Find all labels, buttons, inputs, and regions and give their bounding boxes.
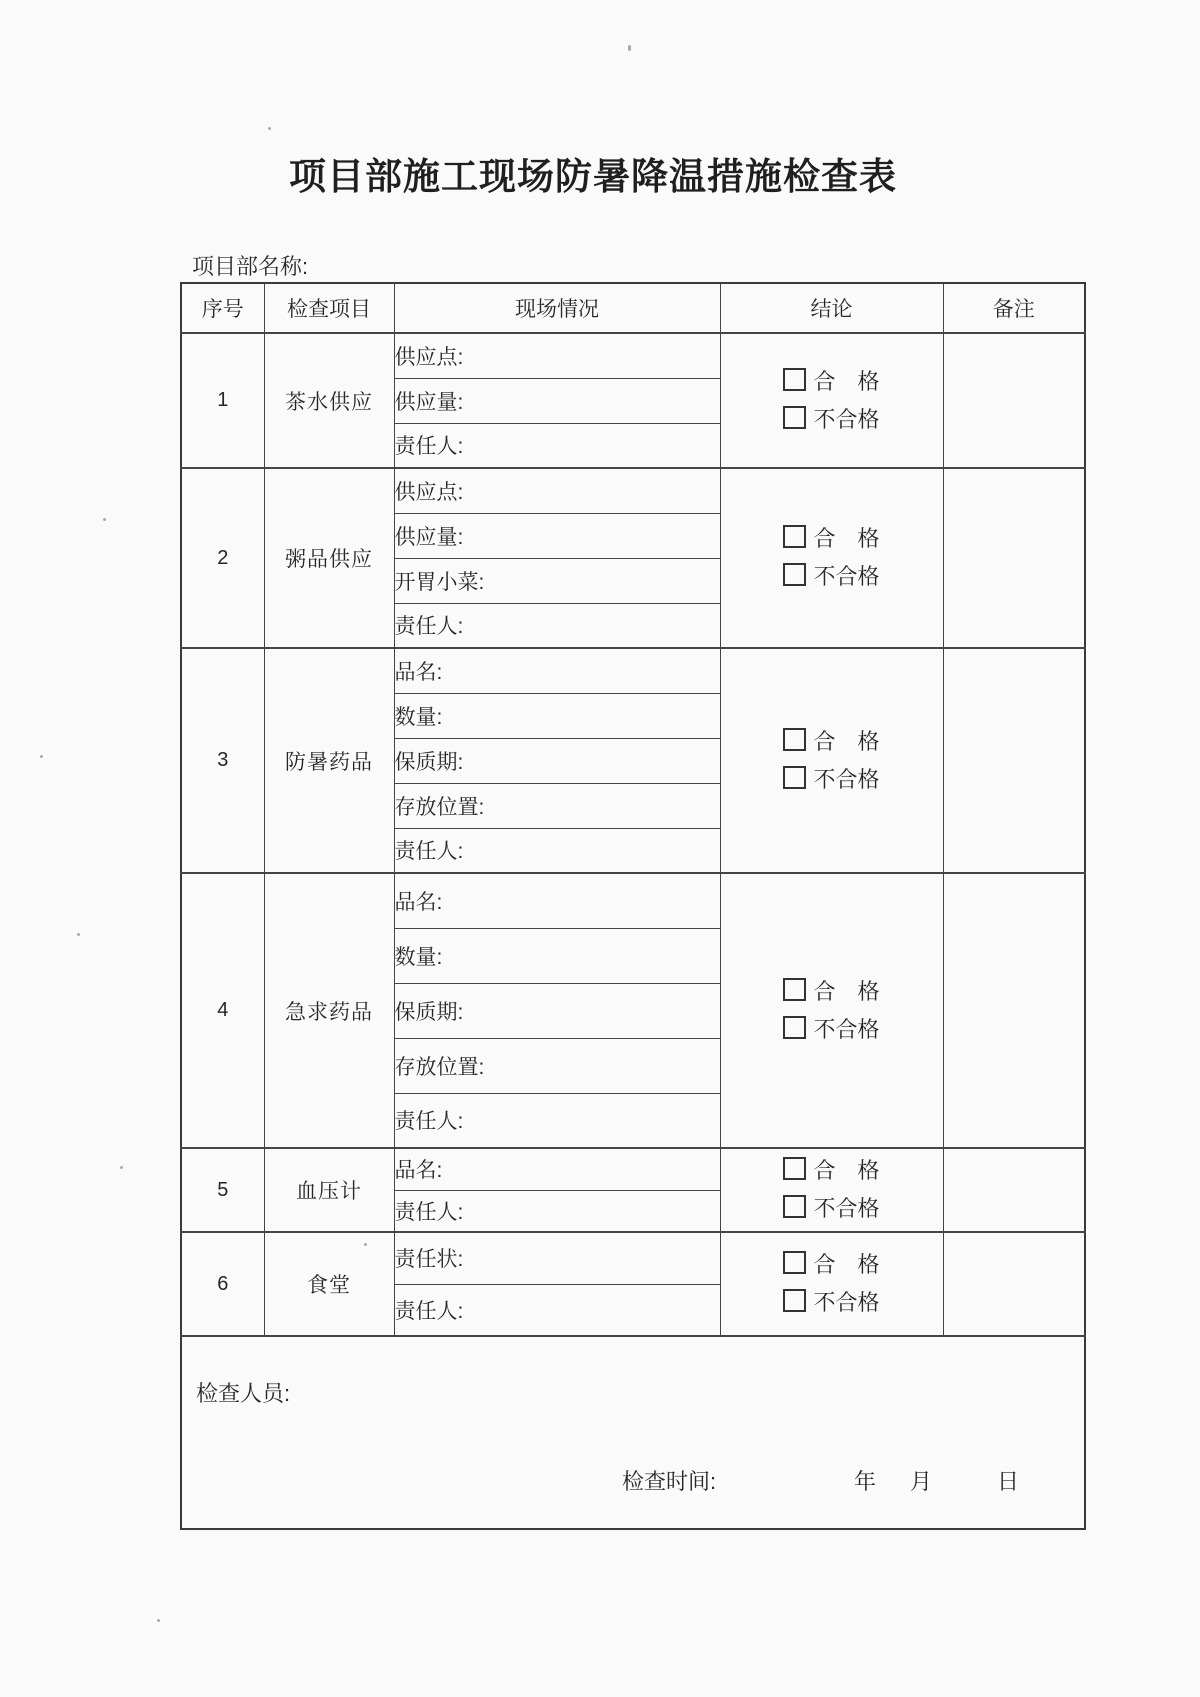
conclusion-cell — [720, 648, 943, 873]
field-label-cell: 开胃小菜: — [394, 558, 720, 603]
checkbox-unchecked-icon — [783, 1195, 806, 1218]
checkbox-unchecked-icon — [783, 563, 806, 586]
checkbox-unchecked-icon — [783, 728, 806, 751]
field-label-cell: 责任人: — [394, 828, 720, 873]
field-label-cell: 品名: — [394, 1148, 720, 1190]
field-label-cell: 供应点: — [394, 468, 720, 513]
table-row — [181, 468, 1085, 513]
field-label-cell: 供应量: — [394, 378, 720, 423]
footer-cell — [181, 1336, 1085, 1529]
field-label-cell: 供应量: — [394, 513, 720, 558]
checkbox-unchecked-icon — [783, 1016, 806, 1039]
remark-cell — [943, 648, 1085, 873]
item-cell: 防暑药品 — [264, 648, 394, 873]
scan-speck — [103, 518, 106, 521]
project-dept-name-label: 项目部名称: — [192, 254, 309, 279]
field-label-cell: 责任人: — [394, 1284, 720, 1336]
day-label: 日 — [997, 1469, 1020, 1494]
conclusion-fail-option — [783, 1190, 879, 1228]
conclusion-fail-option — [783, 1011, 879, 1049]
field-label-cell: 责任人: — [394, 603, 720, 648]
conclusion-fail-option — [783, 1284, 879, 1322]
year-label: 年 — [854, 1469, 877, 1494]
field-label-cell: 数量: — [394, 693, 720, 738]
conclusion-pass-option — [783, 520, 879, 558]
remark-cell — [943, 1148, 1085, 1232]
conclusion-cell — [720, 1148, 943, 1232]
field-label-cell: 责任人: — [394, 423, 720, 468]
conclusion-options — [783, 520, 879, 596]
item-cell: 茶水供应 — [264, 333, 394, 468]
header-site-condition: 现场情况 — [394, 283, 720, 333]
field-label-cell: 责任状: — [394, 1232, 720, 1284]
scan-speck — [628, 45, 631, 51]
conclusion-cell — [720, 1232, 943, 1336]
conclusion-cell — [720, 333, 943, 468]
remark-cell — [943, 333, 1085, 468]
field-label-cell: 保质期: — [394, 738, 720, 783]
checkbox-unchecked-icon — [783, 406, 806, 429]
item-cell: 血压计 — [264, 1148, 394, 1232]
inspection-time-label: 检查时间: — [622, 1469, 717, 1494]
conclusion-pass-option — [783, 1246, 879, 1284]
field-label-cell: 责任人: — [394, 1093, 720, 1148]
seq-cell: 5 — [181, 1148, 264, 1232]
page-title: 项目部施工现场防暑降温措施检查表 — [289, 156, 897, 197]
remark-cell — [943, 468, 1085, 648]
header-seq: 序号 — [181, 283, 264, 333]
scan-speck — [40, 755, 43, 758]
inspection-table — [180, 282, 1086, 1530]
checkbox-unchecked-icon — [783, 978, 806, 1001]
checkbox-unchecked-icon — [783, 1289, 806, 1312]
remark-cell — [943, 1232, 1085, 1336]
conclusion-pass-label: 合 格 — [813, 1158, 880, 1183]
conclusion-fail-option — [783, 761, 879, 799]
conclusion-pass-option — [783, 363, 879, 401]
seq-cell: 2 — [181, 468, 264, 648]
field-label-cell: 存放位置: — [394, 783, 720, 828]
conclusion-pass-option — [783, 723, 879, 761]
field-label-cell: 品名: — [394, 873, 720, 928]
checkbox-unchecked-icon — [783, 1251, 806, 1274]
conclusion-pass-label: 合 格 — [813, 368, 880, 394]
checkbox-unchecked-icon — [783, 766, 806, 789]
table-row — [181, 648, 1085, 693]
scan-speck — [364, 1243, 367, 1246]
field-label-cell: 存放位置: — [394, 1038, 720, 1093]
scan-speck — [77, 933, 80, 936]
conclusion-fail-label: 不合格 — [813, 1290, 880, 1315]
conclusion-options — [783, 363, 879, 439]
conclusion-cell — [720, 873, 943, 1148]
conclusion-pass-label: 合 格 — [813, 1252, 880, 1277]
table-row — [181, 873, 1085, 928]
header-conclusion: 结论 — [720, 283, 943, 333]
seq-cell: 1 — [181, 333, 264, 468]
conclusion-options — [783, 1152, 879, 1228]
conclusion-options — [783, 723, 879, 799]
field-label-cell: 品名: — [394, 648, 720, 693]
table-header-row — [181, 283, 1085, 333]
conclusion-pass-label: 合 格 — [813, 526, 880, 551]
conclusion-options — [783, 1246, 879, 1322]
conclusion-fail-label: 不合格 — [813, 406, 880, 432]
conclusion-fail-label: 不合格 — [813, 1196, 880, 1221]
checkbox-unchecked-icon — [783, 1157, 806, 1180]
field-label-cell: 数量: — [394, 928, 720, 983]
seq-cell: 4 — [181, 873, 264, 1148]
scan-speck — [157, 1619, 160, 1622]
table-footer-row — [181, 1336, 1085, 1529]
month-label: 月 — [910, 1469, 933, 1494]
item-cell: 粥品供应 — [264, 468, 394, 648]
conclusion-pass-label: 合 格 — [813, 728, 880, 754]
conclusion-pass-option — [783, 973, 879, 1011]
field-label-cell: 供应点: — [394, 333, 720, 378]
conclusion-pass-option — [783, 1152, 879, 1190]
header-item: 检查项目 — [264, 283, 394, 333]
inspector-label: 检查人员: — [196, 1381, 291, 1406]
seq-cell: 6 — [181, 1232, 264, 1336]
conclusion-options — [783, 973, 879, 1049]
conclusion-fail-option — [783, 401, 879, 439]
table-row — [181, 1148, 1085, 1190]
table-row — [181, 1232, 1085, 1284]
conclusion-fail-option — [783, 558, 879, 596]
scan-speck — [268, 127, 271, 130]
conclusion-fail-label: 不合格 — [813, 1016, 880, 1042]
seq-cell: 3 — [181, 648, 264, 873]
conclusion-fail-label: 不合格 — [813, 766, 880, 792]
conclusion-fail-label: 不合格 — [813, 564, 880, 589]
field-label-cell: 保质期: — [394, 983, 720, 1038]
field-label-cell: 责任人: — [394, 1190, 720, 1232]
checkbox-unchecked-icon — [783, 525, 806, 548]
item-cell: 急求药品 — [264, 873, 394, 1148]
conclusion-pass-label: 合 格 — [813, 978, 880, 1004]
scan-speck — [120, 1166, 123, 1169]
conclusion-cell — [720, 468, 943, 648]
remark-cell — [943, 873, 1085, 1148]
table-row — [181, 333, 1085, 378]
checkbox-unchecked-icon — [783, 368, 806, 391]
header-remark: 备注 — [943, 283, 1085, 333]
item-cell: 食堂 — [264, 1232, 394, 1336]
